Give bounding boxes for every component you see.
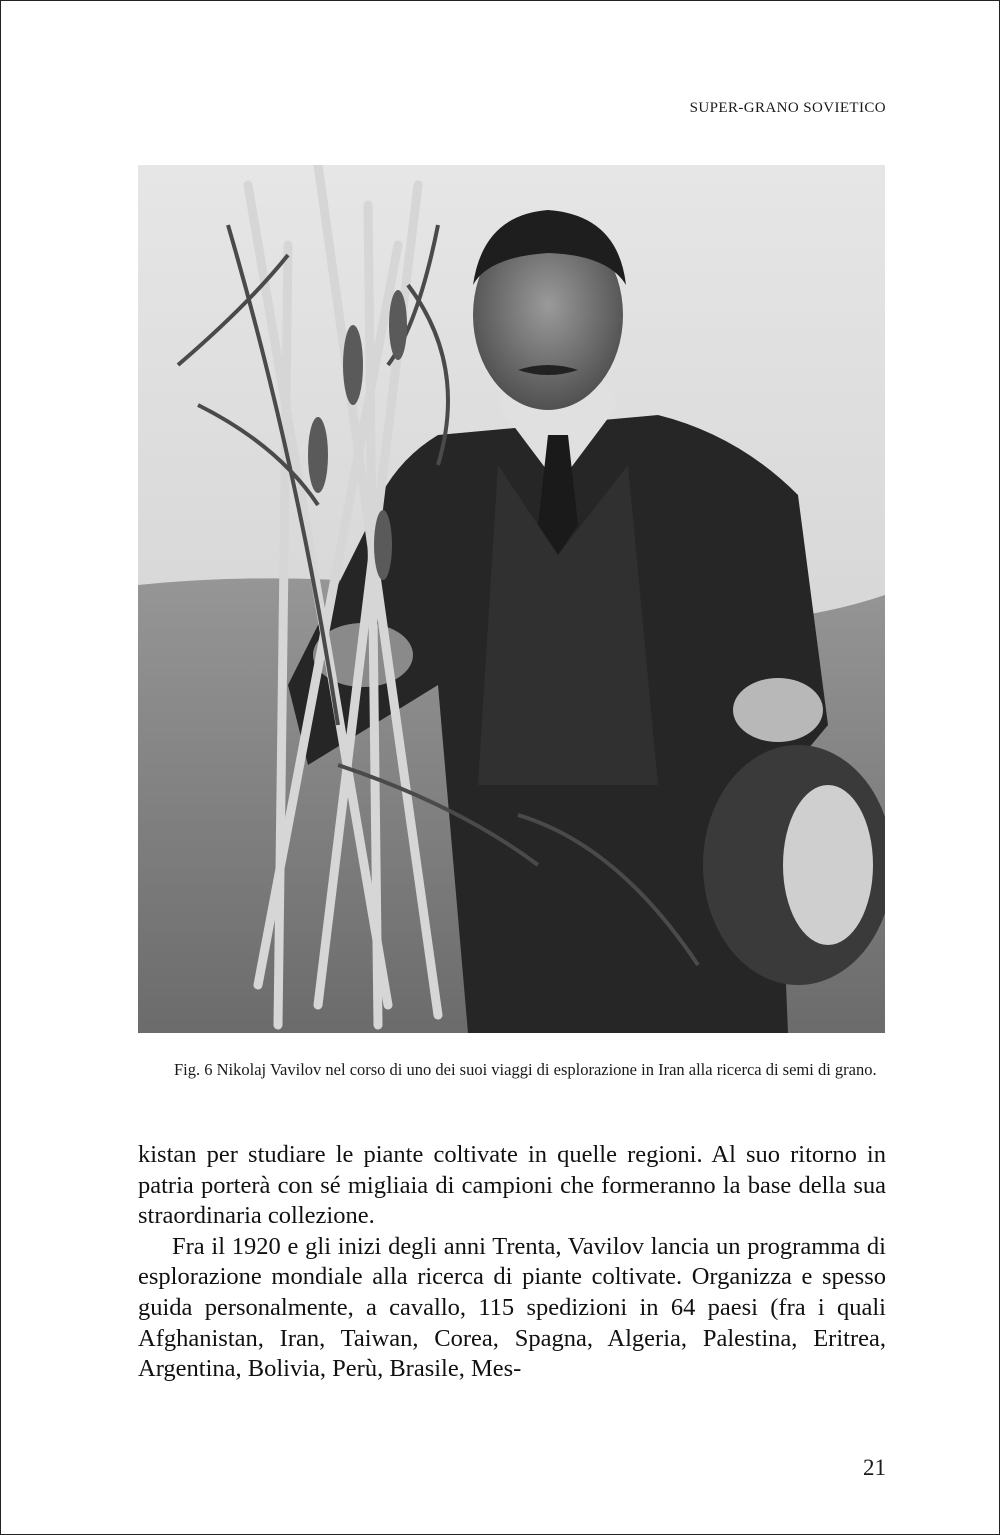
running-head: SUPER-GRANO SOVIETICO (689, 100, 886, 116)
body-text (138, 1140, 886, 1385)
paragraph: kistan per studiare le piante coltivate in quelle regioni. Al suo ritorno in patria porterà con sé migliaia di campioni che formeranno la base della sua straordinaria collezione. (138, 1141, 886, 1230)
paragraph: Fra il 1920 e gli inizi degli anni Trenta, Vavilov lancia un programma di esplorazione mondiale alla ricerca di piante coltivate. Organizza e spesso guida personalmente, a cavallo, 115 spedizioni in 64 paesi (fra i quali Afghanistan, Iran, Taiwan, Corea, Spagna, Algeria, Palestina, Eritrea, Argentina, Bolivia, Perù, Brasile, Mes- (138, 1232, 886, 1383)
figure-caption: Fig. 6 Nikolaj Vavilov nel corso di uno dei suoi viaggi di esplorazione in Iran alla ricerca di semi di grano. (174, 1060, 877, 1079)
figure-photo (138, 165, 885, 1033)
page-number: 21 (863, 1455, 886, 1480)
